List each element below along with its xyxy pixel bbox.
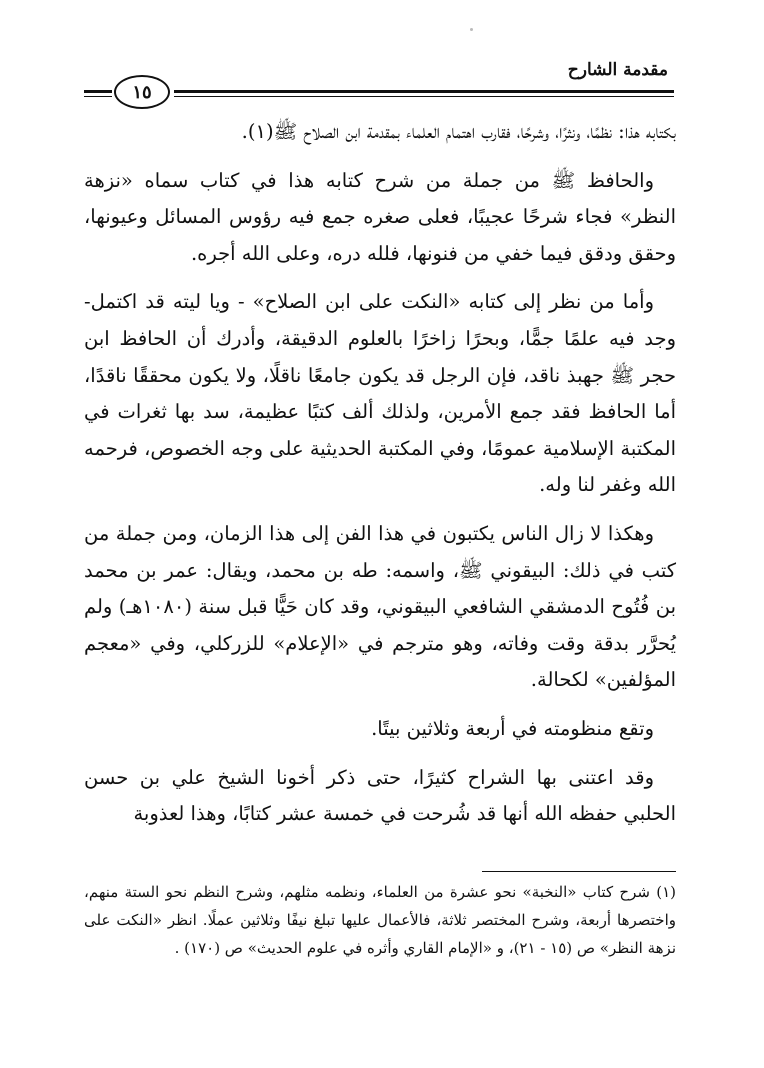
paragraph: وقد اعتنى بها الشراح كثيرًا، حتى ذكر أخونا الشيخ علي بن حسن الحلبي حفظه الله أنها قد شُرحت في خمسة عشر كتابًا، وهذا لعذوبة: [84, 765, 676, 826]
header-rule-thick: [174, 90, 674, 93]
page-header: [84, 56, 674, 106]
paragraph: وهكذا لا زال الناس يكتبون في هذا الفن إلى هذا الزمان، ومن جملة من كتب في ذلك: البيقوني ﷺ، واسمه: طه بن محمد، ويقال: عمر بن محمد بن فُتُوح الدمشقي الشافعي البيقوني، وقد كان حَيًّا قبل سنة (١٠٨٠هـ) ولم يُحرَّر بدقة وقت وفاته، وهو مترجم في «الإعلام» للزركلي، وفي «معجم المؤلفين» لكحالة.: [84, 521, 676, 692]
page-number-oval: [114, 75, 170, 109]
running-title: مقدمة الشارح: [567, 60, 668, 80]
main-text: [84, 114, 676, 845]
paragraph: بكتابه هذا: نظمًا، ونثرًا، وشرحًا، فقارب اهتمام العلماء بمقدمة ابن الصلاح ﷺ(١).: [241, 120, 676, 143]
paragraph: وتقع منظومته في أربعة وثلاثين بيتًا.: [371, 716, 654, 740]
footnote-separator: [482, 871, 676, 872]
page-number: ١٥: [132, 81, 152, 103]
paragraph: وأما من نظر إلى كتابه «النكت على ابن الصلاح» - ويا ليته قد اكتمل- وجد فيه علمًا جمًّا، وبحرًا زاخرًا بالعلوم الدقيقة، وأدرك أن الحافظ ابن حجر ﷺ جهبذ ناقد، فإن الرجل قد يكون جامعًا ناقلًا، ولا يكون محققًا ناقدًا، أما الحافظ فقد جمع الأمرين، ولذلك ألف كتبًا عظيمة، سد بها ثغرات في المكتبة الإسلامية عمومًا، وفي المكتبة الحديثية على وجه الخصوص، فرحمه الله وغفر لنا وله.: [84, 290, 676, 497]
paragraph: والحافظ ﷺ من جملة من شرح كتابه هذا في كتاب سماه «نزهة النظر» فجاء شرحًا عجيبًا، فعلى صغره جمع فيه رؤوس المسائل وعيونها، وحقق ودقق فيما خفي من فنونها، فلله دره، وعلى الله أجره.: [84, 168, 676, 265]
footnotes: [84, 878, 676, 962]
footnote: (١) شرح كتاب «النخبة» نحو عشرة من العلماء، ونظمه مثلهم، وشرح النظم نحو الستة منهم، واختصرها أربعة، وشرح المختصر ثلاثة، فالأعمال عليها تبلغ نيفًا وثلاثين عملًا. انظر «النكت على نزهة النظر» ص (١٥ - ٢١)، و «الإمام القاري وأثره في علوم الحديث» ص (١٧٠) .: [84, 883, 676, 957]
header-rule-thin: [174, 96, 674, 97]
scan-speck: [470, 28, 473, 31]
header-rule-left-thick: [84, 90, 112, 93]
header-rule-left-thin: [84, 96, 112, 97]
